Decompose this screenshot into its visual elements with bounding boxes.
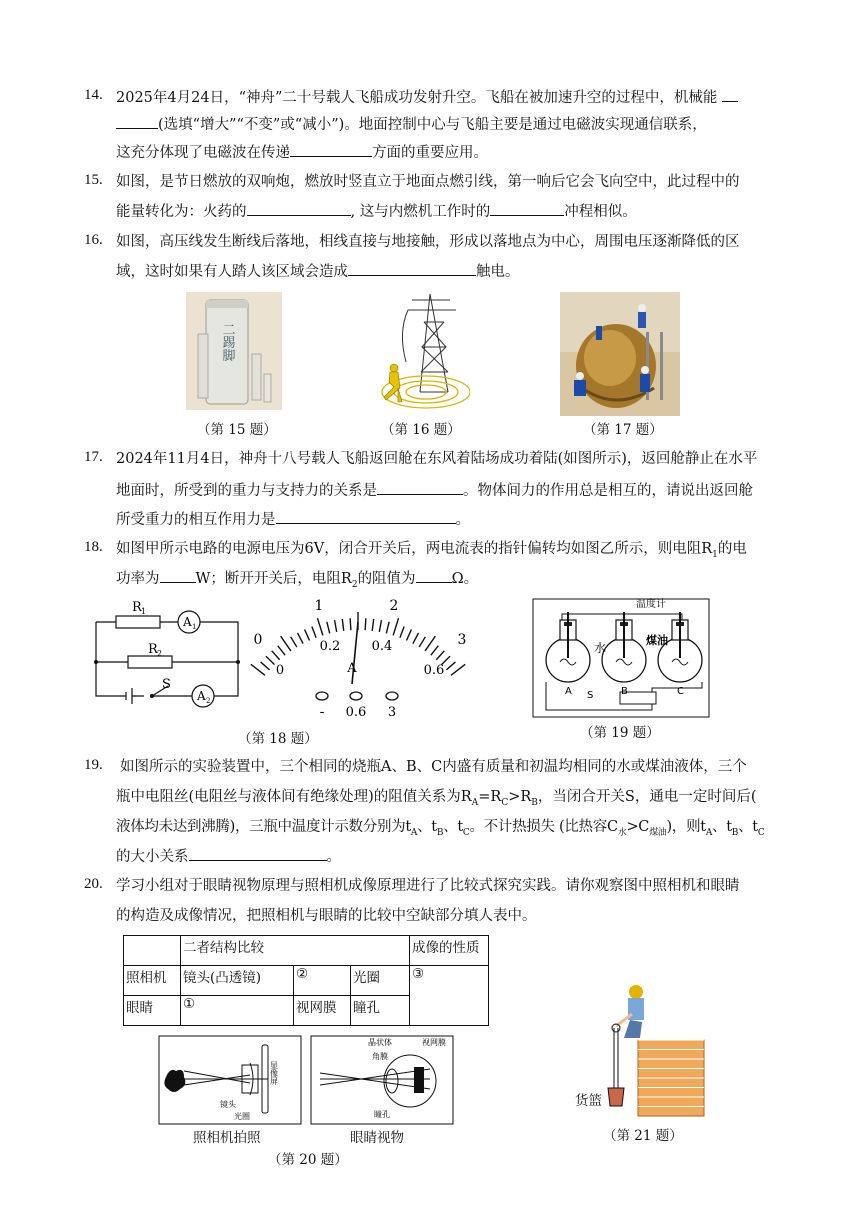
power-line-illustration — [378, 292, 470, 410]
r2-sub: 2 — [157, 649, 163, 658]
q17-blank2[interactable] — [276, 509, 456, 524]
dial-tick — [372, 619, 373, 631]
dial-bottom-0: 0 — [275, 663, 285, 678]
retina-label: 视网膜 — [422, 1038, 446, 1047]
r1-sub: 1 — [141, 607, 147, 616]
fig21-caption: （第 21 题） — [603, 1128, 683, 1144]
dial-tick — [419, 637, 425, 647]
fig20-caption: （第 20 题） — [268, 1152, 348, 1168]
q20-line1: 学习小组对于眼睛视物原理与照相机成像原理进行了比较式探究实践。请你观察图中照相机和眼睛 — [116, 878, 740, 894]
switch-s-label: S — [587, 690, 594, 701]
dial-tick — [266, 656, 274, 664]
terminal-neg: - — [319, 704, 325, 720]
fig17-caption: （第 17 题） — [583, 422, 663, 438]
dial-tick — [365, 618, 366, 630]
q20-line2: 的构造及成像情况，把照相机与眼睛的比较中空缺部分填人表中。 — [116, 908, 537, 924]
flask-c-label: C — [677, 686, 684, 697]
dial-top-0: 0 — [253, 632, 263, 648]
q14-blank1a[interactable] — [722, 87, 738, 102]
dial-top-2: 2 — [389, 598, 399, 614]
dial-tick — [291, 637, 297, 647]
dial-tick — [251, 664, 265, 675]
r2-label: R — [148, 642, 158, 657]
fig18-caption: （第 18 题） — [238, 731, 318, 747]
dial-tick — [350, 618, 351, 630]
cell-retina: 视网膜 — [294, 996, 351, 1026]
dial-bottom-06: 0.6 — [423, 663, 445, 678]
q16-line2: 域，这时如果有人踏人该区域会造成 触电。 — [116, 261, 520, 282]
q17-line3: 所受重力的相互作用力是 。 — [116, 509, 470, 530]
eye-caption: 眼睛视物 — [350, 1130, 404, 1146]
q16-number: 16. — [84, 232, 103, 248]
flask-b-label: B — [621, 686, 628, 697]
table-header-image: 成像的性质 — [410, 936, 489, 966]
dial-top-3: 3 — [457, 632, 467, 648]
dial-unit: A — [347, 661, 357, 676]
q15-line2: 能量转化为：火药的 , 这与内燃机工作时的 冲程相似。 — [116, 201, 637, 222]
water-label: 水 — [594, 641, 607, 655]
dial-tick — [298, 633, 304, 644]
aperture-label: 光圈 — [234, 1112, 250, 1121]
q18-blank2[interactable] — [416, 568, 452, 583]
table-header-structure: 二者结构比较 — [181, 936, 410, 966]
cell-blank-2[interactable]: ② — [294, 966, 351, 996]
cell-aperture: 光圈 — [351, 966, 410, 996]
kerosene-label: 煤油 — [646, 634, 668, 647]
screen-label: 显像屏 — [269, 1061, 279, 1085]
q15-line1: 如图，是节日燃放的双响炮，燃放时竖直立于地面点燃引线，第一响后它会飞向空中，此过程中的 — [116, 174, 740, 190]
q18-number: 18. — [84, 539, 103, 555]
cell-blank-1[interactable]: ① — [181, 996, 294, 1026]
pupil-label: 瞳孔 — [374, 1110, 390, 1119]
firework-label: 二踢脚 — [219, 322, 235, 362]
q15-blank2[interactable] — [490, 201, 564, 216]
cell-lens: 镜头(凸透镜) — [181, 966, 294, 996]
camera-diagram — [158, 1035, 302, 1125]
camera-caption: 照相机拍照 — [193, 1130, 261, 1146]
fig16-caption: （第 16 题） — [381, 422, 461, 438]
dial-tick — [327, 622, 330, 634]
a2-label: A — [197, 689, 206, 703]
return-capsule-photo — [560, 292, 680, 416]
comparison-table — [123, 935, 489, 1026]
q16-blank[interactable] — [348, 261, 476, 276]
dial-tick — [413, 633, 419, 644]
dial-tick — [446, 662, 455, 670]
r1-label: R — [132, 600, 142, 615]
q17-number: 17. — [84, 449, 103, 465]
q18-blank1[interactable] — [160, 568, 196, 583]
q17-line2: 地面时，所受到的重力与支持力的关系是 。物体间力的作用总是相互的，请说出返回舱 — [116, 480, 753, 501]
fig19-caption: （第 19 题） — [580, 725, 660, 741]
cell-blank-3[interactable]: ③ — [410, 966, 489, 1026]
dial-tick — [272, 651, 280, 660]
basket-label: 货篮 — [575, 1093, 602, 1109]
row-eye: 眼睛 — [124, 996, 181, 1026]
dial-tick — [393, 618, 398, 635]
dial-tick — [406, 629, 411, 640]
dial-tick — [278, 646, 285, 655]
thermometer-label: 温度计 — [636, 599, 666, 610]
q20-number: 20. — [84, 876, 103, 892]
dial-tick — [425, 636, 435, 651]
dial-tick — [305, 629, 310, 640]
cornea-label: 角膜 — [372, 1052, 388, 1061]
q14-line2: (选填“增大”“不变”或“减小”)。地面控制中心与飞船主要是通过电磁波实现通信联系， — [116, 114, 707, 135]
q14-number: 14. — [84, 87, 103, 103]
terminal-06: 0.6 — [345, 705, 367, 720]
q18-line2: 功率为 W；断开开关后，电阻$R_2$的阻值为 Ω。 — [116, 568, 478, 595]
lens-crystal-label: 晶状体 — [368, 1038, 392, 1047]
q14-blank1b[interactable] — [116, 114, 158, 129]
q14-line1: 2025年4月24日，“神舟”二十号载人飞船成功发射升空。飞船在被加速升空的过程中，机械能 — [116, 87, 738, 108]
q18-line1: 如图甲所示电路的电源电压为6V，闭合开关后，两电流表的指针偏转均如图乙所示，则电阻$R_1$的电 — [116, 541, 747, 560]
q15-number: 15. — [84, 172, 103, 188]
q16-line1: 如图，高压线发生断线后落地，相线直接与地接触，形成以落地点为中心，周围电压逐渐降低的区 — [116, 234, 740, 250]
terminal-3: 3 — [387, 705, 397, 720]
row-camera: 照相机 — [124, 966, 181, 996]
ammeter-dial — [250, 598, 474, 720]
dial-tick — [379, 620, 381, 632]
circuit-diagram — [92, 598, 244, 710]
flask-a-label: A — [565, 686, 572, 697]
a2-sub: 2 — [206, 697, 211, 705]
q17-line1: 2024年11月4日，神舟十八号载人飞船返回舱在东风着陆场成功着陆(如图所示)，返回舱静止在水平 — [116, 451, 758, 467]
q15-blank1[interactable] — [247, 201, 351, 216]
q19-line4: 的大小关系 。 — [116, 846, 341, 867]
q19-number: 19. — [84, 757, 103, 773]
q14-line3: 这充分体现了电磁波在传递 方面的重要应用。 — [116, 142, 488, 163]
dial-tick — [261, 662, 270, 670]
eye-diagram — [310, 1035, 454, 1125]
q19-line1: 如图所示的实验装置中，三个相同的烧瓶A、B、C内盛有质量和初温均相同的水或煤油液体，三个 — [120, 759, 747, 775]
lens-label: 镜头 — [220, 1100, 236, 1109]
dial-bottom-02: 0.2 — [319, 639, 341, 654]
pulley-illustration — [596, 980, 708, 1118]
dial-tick — [335, 620, 337, 632]
q19-line2: 瓶中电阻丝(电阻丝与液体间有绝缘处理)的阻值关系为$R_A=R_C>R_B$，当闭合开关S，通电一定时间后( — [116, 789, 757, 808]
dial-tick — [281, 636, 291, 651]
dial-tick — [312, 626, 316, 637]
dial-tick — [436, 651, 444, 660]
dial-tick — [342, 619, 343, 631]
q19-line3: 液体均未达到沸腾)，三瓶中温度计示数分别为$t_A$、$t_B$、$t_C$。不计热损失 (比热容$C_水>C_{煤油}$)，则$t_A$、$t_B$、$t_C$ — [116, 819, 765, 838]
switch-label: S — [162, 677, 171, 692]
dial-tick — [451, 664, 465, 675]
a1-label: A — [183, 615, 192, 629]
cell-pupil: 瞳孔 — [351, 996, 410, 1026]
firework-photo — [186, 292, 282, 410]
dial-tick — [317, 618, 322, 635]
dial-tick — [386, 622, 389, 634]
q17-blank1[interactable] — [377, 480, 463, 495]
dial-tick — [400, 626, 404, 637]
q19-blank[interactable] — [189, 846, 327, 861]
a1-sub: 1 — [192, 623, 197, 631]
fig15-caption: （第 15 题） — [197, 422, 277, 438]
heating-experiment — [532, 598, 710, 718]
dial-top-1: 1 — [314, 598, 324, 614]
dial-bottom-04: 0.4 — [371, 639, 393, 654]
q14-blank2[interactable] — [290, 142, 372, 157]
dial-tick — [431, 646, 438, 655]
